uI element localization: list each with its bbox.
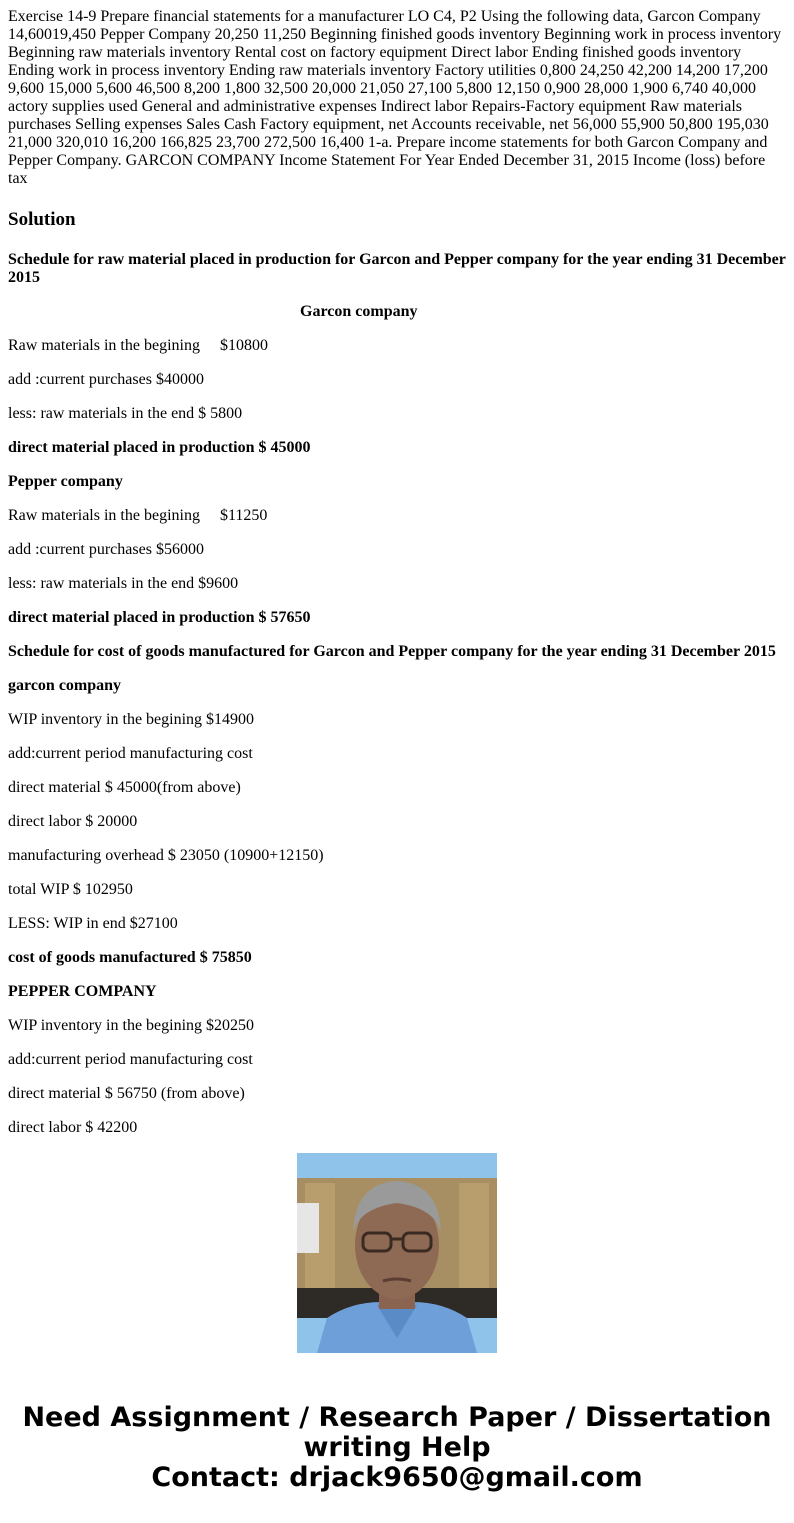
garcon-heading: Garcon company [300,303,418,320]
garcon-cogm-line: manufacturing overhead $ 23050 (10900+12150) [8,847,324,864]
pepper-heading: Pepper company [8,473,123,490]
garcon-rm-ending: less: raw materials in the end $ 5800 [8,405,243,422]
cta-line-2: writing Help [303,1432,491,1463]
cta-contact-email: Contact: drjack9650@gmail.com [151,1462,643,1493]
raw-material-schedule-title: Schedule for raw material placed in production for Garcon and Pepper company for the year ending 31 December 2015 [8,251,786,286]
pepper-cogm-line: direct labor $ 42200 [8,1119,138,1136]
garcon-cogm-line: direct material $ 45000(from above) [8,779,241,796]
pepper-rm-purchases: add :current purchases $56000 [8,541,204,558]
garcon-rm-total: direct material placed in production $ 45000 [8,439,311,456]
garcon-cogm-line: direct labor $ 20000 [8,813,138,830]
cogm-schedule-title: Schedule for cost of goods manufactured for Garcon and Pepper company for the year ending 31 December 2015 [8,643,776,660]
pepper-rm-total: direct material placed in production $ 57650 [8,609,311,626]
author-photo-icon [297,1153,497,1353]
cta-line-1: Need Assignment / Research Paper / Dissertation [22,1402,772,1433]
garcon-cogm-line: total WIP $ 102950 [8,881,133,898]
garcon-cogm-heading: garcon company [8,677,122,694]
pepper-cogm-line: add:current period manufacturing cost [8,1051,253,1068]
garcon-rm-beginning [8,337,788,355]
garcon-cogm-line: WIP inventory in the begining $14900 [8,711,255,728]
pepper-rm-ending: less: raw materials in the end $9600 [8,575,239,592]
garcon-cogm-line: add:current period manufacturing cost [8,745,253,762]
solution-heading: Solution [8,209,76,230]
pepper-cogm-line: direct material $ 56750 (from above) [8,1085,245,1102]
avatar [297,1153,497,1353]
pepper-cogm-heading: PEPPER COMPANY [8,983,157,1000]
pepper-rm-beginning [8,507,788,525]
line-label: Raw materials in the begining [8,507,200,524]
garcon-cogm-total: cost of goods manufactured $ 75850 [8,949,252,966]
line-label: Raw materials in the begining [8,337,200,354]
cta-text [0,1403,794,1493]
pepper-cogm-line: WIP inventory in the begining $20250 [8,1017,255,1034]
line-value: $11250 [219,507,268,524]
question-text: Exercise 14-9 Prepare financial statements for a manufacturer LO C4, P2 Using the following data, Garcon Company 14,60019,450 Pepper Company 20,250 11,250 Beginning finished goods inventory Beginning work in process inventory Beginning raw materials inventory Rental cost on factory equipment Direct labor Ending finished goods inventory Ending work in process inventory Ending raw materials inventory Factory utilities 0,800 24,250 42,200 14,200 17,200 9,600 15,000 5,600 46,500 8,200 1,800 32,500 20,000 21,050 27,100 5,800 12,150 0,900 28,000 1,900 6,740 40,000 actory supplies used General and administrative expenses Indirect labor Repairs-Factory equipment Raw materials purchases Selling expenses Sales Cash Factory equipment, net Accounts receivable, net 56,000 55,900 50,800 195,030 21,000 320,010 16,200 166,825 23,700 272,500 16,400 1-a. Prepare income statements for both Garcon Company and Pepper Company. GARCON COMPANY Income Statement For Year Ended December 31, 2015 Income (loss) before tax [8,8,782,187]
promo-section [0,1144,794,1493]
document-content [8,8,788,1136]
garcon-cogm-line: LESS: WIP in end $27100 [8,915,178,932]
line-value: $10800 [219,337,268,354]
garcon-rm-purchases: add :current purchases $40000 [8,371,204,388]
